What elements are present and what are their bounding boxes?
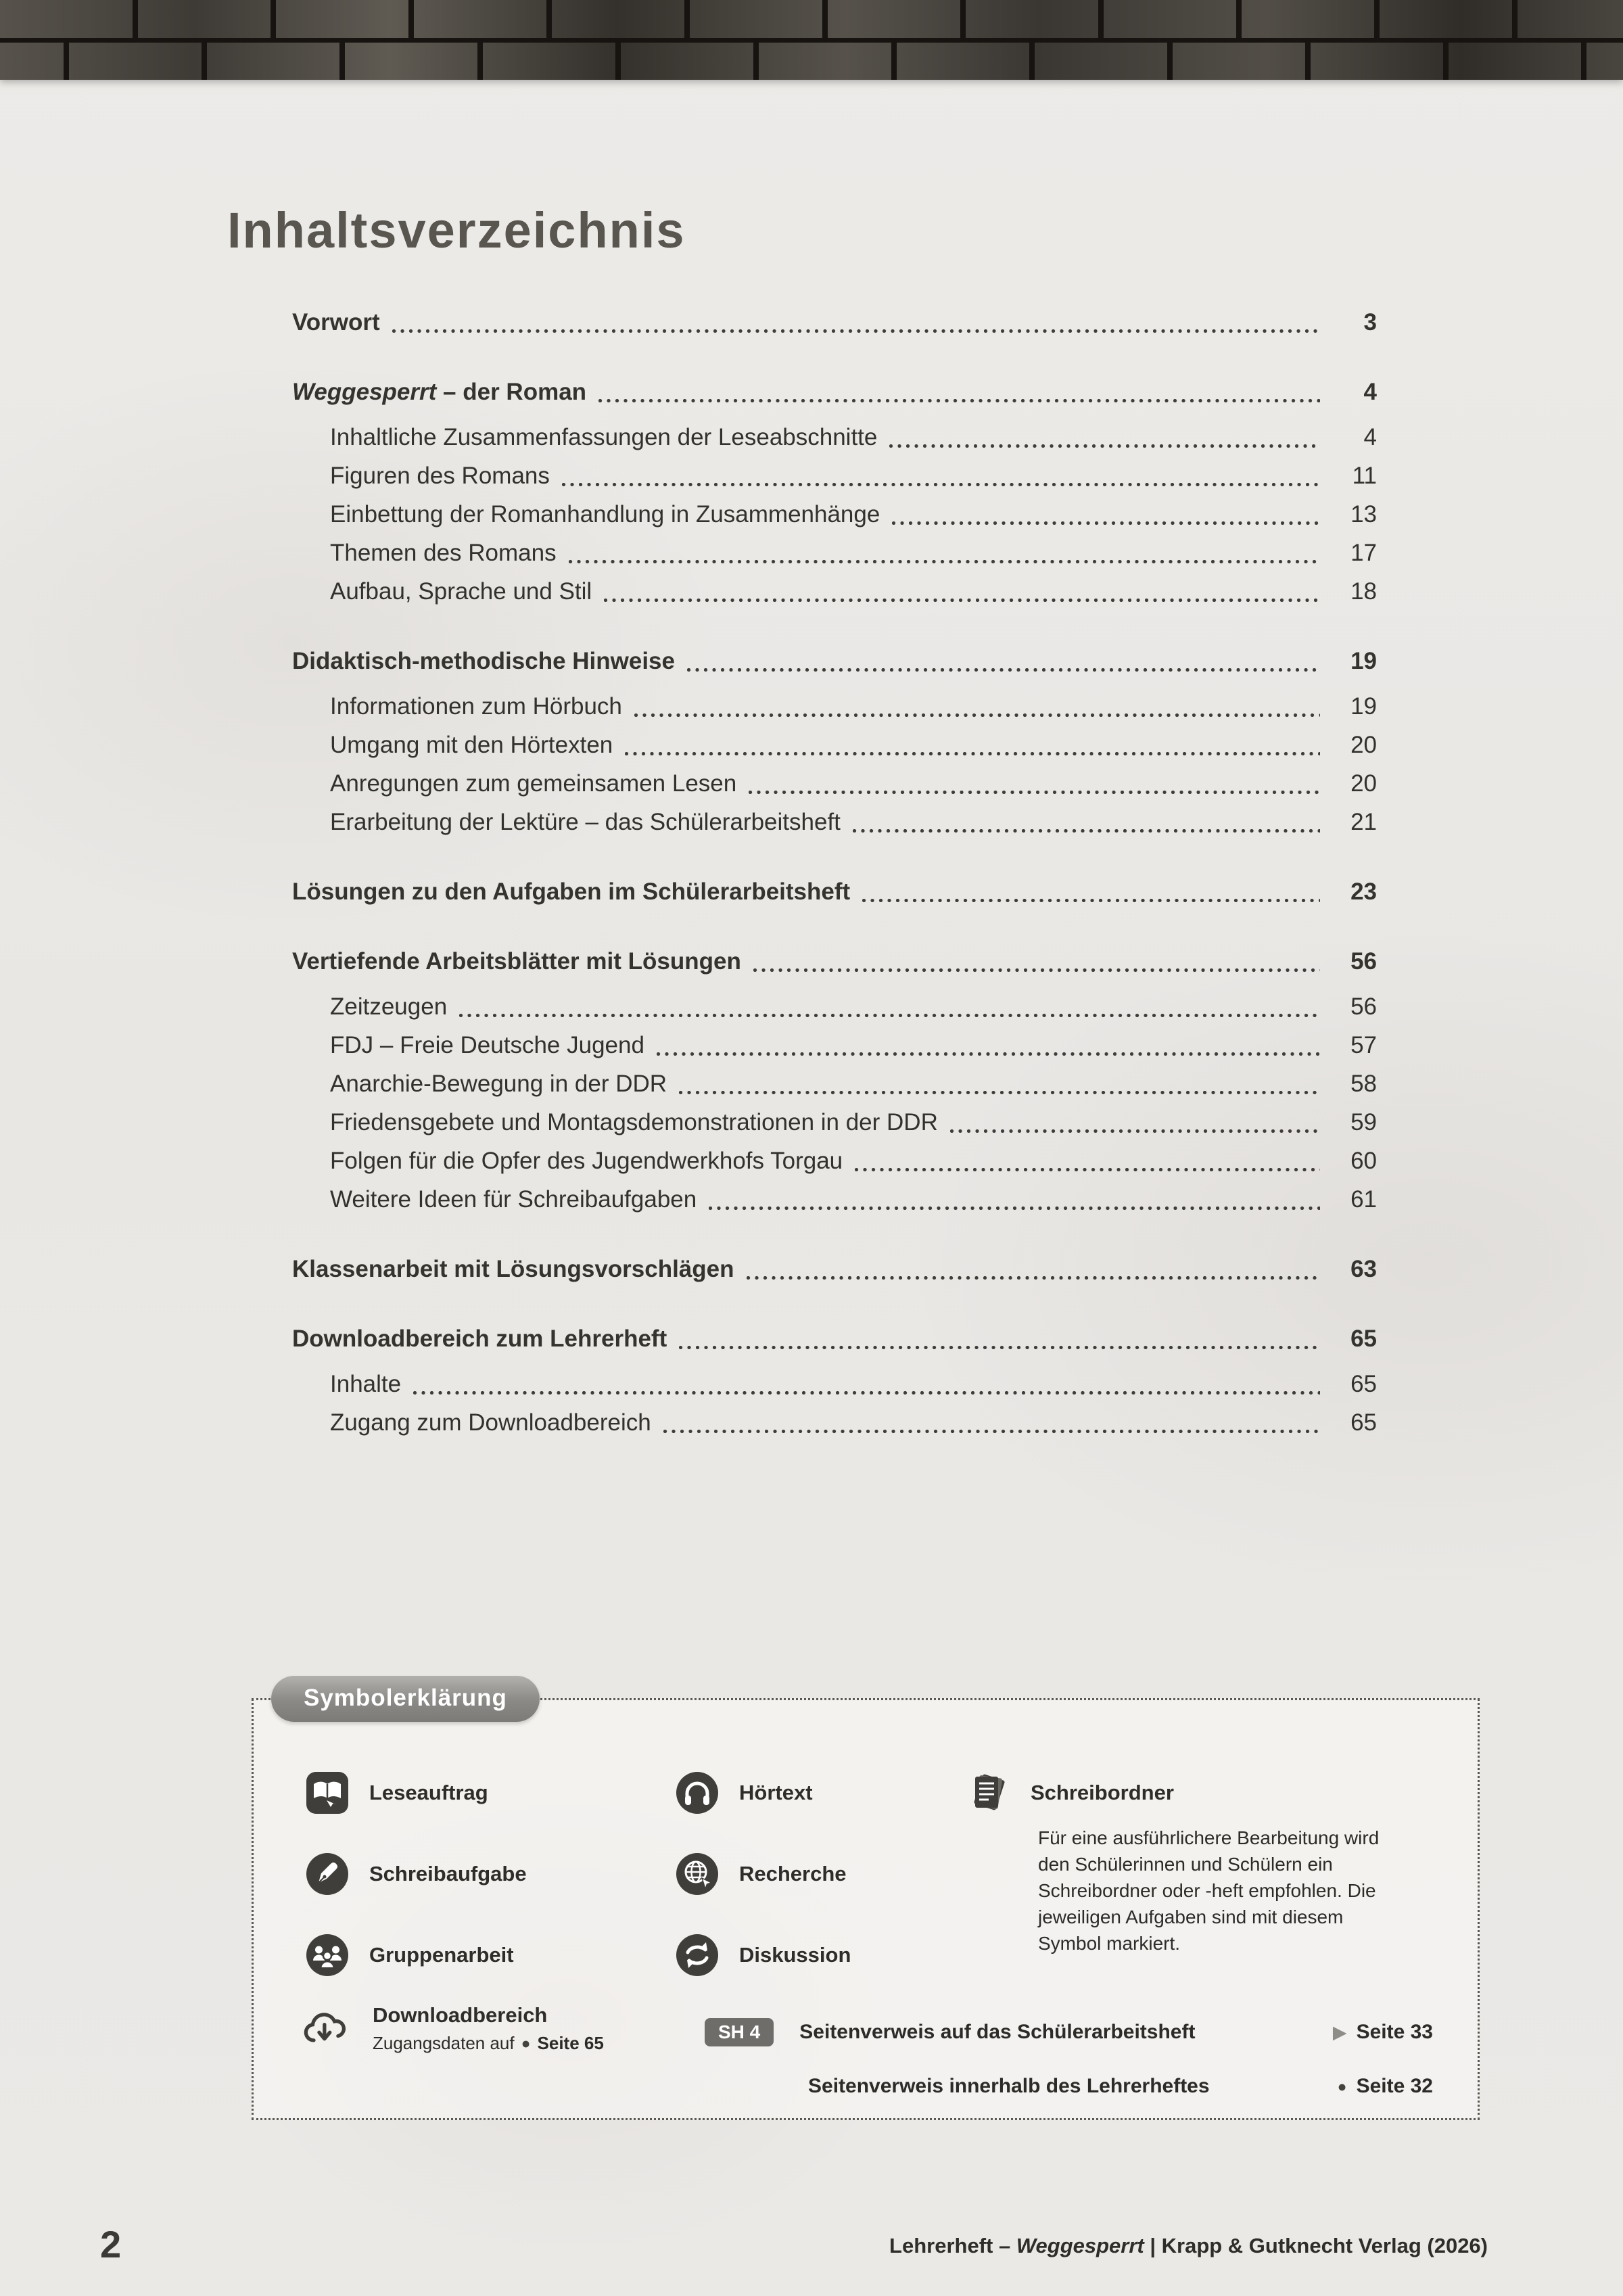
toc-entry-page: 20 xyxy=(1350,770,1377,797)
schreibordner-description: Für eine ausführlichere Bearbeitung wird den Schülerinnen und Schülern ein Schreibordner oder -heft empfohlen. Die jeweiligen Aufgaben sind mit diesem Symbol markiert. xyxy=(1038,1827,1380,1954)
toc-entry-page: 23 xyxy=(1350,878,1377,905)
dot-leader xyxy=(942,1103,1324,1142)
toc-entry xyxy=(292,1064,1377,1103)
toc-entry-label: Inhalte xyxy=(330,1371,402,1397)
footer-text-post: | Krapp & Gutknecht Verlag (2026) xyxy=(1144,2234,1488,2257)
toc-entry-page: 65 xyxy=(1350,1409,1377,1436)
toc-entry xyxy=(292,1319,1377,1358)
toc-entry xyxy=(292,373,1377,411)
page-title: Inhaltsverzeichnis xyxy=(227,202,686,258)
toc-entry xyxy=(292,726,1377,764)
legend-item-schreibordner xyxy=(967,1771,1174,1814)
toc-entry-label: Zugang zum Downloadbereich xyxy=(330,1409,651,1436)
toc-entry-page: 17 xyxy=(1350,540,1377,566)
toc-entry xyxy=(292,642,1377,680)
recherche-icon xyxy=(676,1852,719,1896)
toc-entry xyxy=(292,418,1377,456)
table-of-contents xyxy=(292,303,1377,1442)
toc-entry-page: 56 xyxy=(1350,948,1377,975)
gruppenarbeit-icon xyxy=(306,1934,349,1977)
toc-entry-label: Zeitzeugen xyxy=(330,993,448,1020)
toc-entry-page: 4 xyxy=(1363,379,1377,405)
toc-entry-page: 21 xyxy=(1350,809,1377,835)
ref-label: Seitenverweis auf das Schülerarbeitsheft xyxy=(799,2021,1196,2043)
legend-title-badge: Symbolerklärung xyxy=(271,1676,540,1722)
toc-entry xyxy=(292,495,1377,534)
dot-leader xyxy=(884,495,1324,534)
toc-entry-label: Folgen für die Opfer des Jugendwerkhofs Torgau xyxy=(330,1148,843,1174)
toc-entry-label: Inhaltliche Zusammenfassungen der Leseabschnitte xyxy=(330,424,878,450)
toc-entry xyxy=(292,942,1377,981)
legend-label: Leseauftrag xyxy=(369,1781,488,1804)
toc-entry-label: Lösungen zu den Aufgaben im Schülerarbeitsheft xyxy=(292,878,851,905)
legend-item-hoertext xyxy=(676,1771,813,1814)
toc-entry-label: Vorwort xyxy=(292,309,380,335)
toc-entry-page: 58 xyxy=(1350,1071,1377,1097)
legend-item-schreibaufgabe xyxy=(306,1852,527,1896)
toc-entry-page: 19 xyxy=(1350,648,1377,674)
toc-entry-label: Anarchie-Bewegung in der DDR xyxy=(330,1071,667,1097)
toc-entry xyxy=(292,764,1377,803)
toc-entry-label: Weitere Ideen für Schreibaufgaben xyxy=(330,1186,697,1213)
dot-leader xyxy=(590,373,1324,411)
legend-item-diskussion xyxy=(676,1934,851,1977)
dot-leader xyxy=(854,872,1324,911)
toc-entry-label: Umgang mit den Hörtexten xyxy=(330,732,613,758)
toc-entry-label: Vertiefende Arbeitsblätter mit Lösungen xyxy=(292,948,741,975)
toc-entry-page: 59 xyxy=(1350,1109,1377,1135)
legend-item-leseauftrag xyxy=(306,1771,488,1814)
toc-entry-page: 20 xyxy=(1350,732,1377,758)
footer-text-title: Weggesperrt xyxy=(1016,2234,1144,2257)
toc-entry xyxy=(292,1103,1377,1142)
download-note-text: Zugangsdaten auf xyxy=(373,2033,515,2053)
toc-entry xyxy=(292,1250,1377,1288)
arrow-right-icon: ▶ xyxy=(1332,2021,1347,2042)
bullet-icon: ● xyxy=(521,2034,531,2052)
toc-entry xyxy=(292,803,1377,841)
ref-page xyxy=(1333,2021,1433,2044)
toc-entry-page: 13 xyxy=(1350,501,1377,528)
hoertext-icon xyxy=(676,1771,719,1814)
toc-entry xyxy=(292,534,1377,572)
toc-entry-label: Klassenarbeit mit Lösungsvorschlägen xyxy=(292,1256,734,1282)
download-note xyxy=(373,2033,604,2054)
toc-entry-label: Friedensgebete und Montagsdemonstrationen in der DDR xyxy=(330,1109,938,1135)
dot-leader xyxy=(655,1403,1324,1442)
brick-banner-image xyxy=(0,0,1623,80)
dot-leader xyxy=(671,1064,1324,1103)
dot-leader xyxy=(745,942,1324,981)
legend-item-recherche xyxy=(676,1852,847,1896)
toc-entry-page: 3 xyxy=(1363,309,1377,335)
toc-entry-page: 56 xyxy=(1350,993,1377,1020)
download-note-page: Seite 65 xyxy=(537,2033,604,2053)
dot-leader xyxy=(738,1250,1324,1288)
toc-entry-label: Figuren des Romans xyxy=(330,463,550,489)
dot-leader xyxy=(881,418,1324,456)
toc-entry-label: Informationen zum Hörbuch xyxy=(330,693,622,720)
ref-page-number: Seite 32 xyxy=(1356,2075,1433,2097)
leseauftrag-icon xyxy=(306,1771,349,1814)
toc-entry-label: FDJ – Freie Deutsche Jugend xyxy=(330,1032,644,1058)
dot-leader xyxy=(405,1365,1324,1403)
toc-entry xyxy=(292,687,1377,726)
dot-leader xyxy=(740,764,1324,803)
dot-leader xyxy=(554,456,1324,495)
dot-leader xyxy=(384,303,1324,342)
toc-entry xyxy=(292,872,1377,911)
ref-page xyxy=(1338,2075,1433,2098)
toc-entry-page: 65 xyxy=(1350,1371,1377,1397)
ref-label: Seitenverweis innerhalb des Lehrerheftes xyxy=(808,2075,1210,2097)
dot-leader xyxy=(671,1319,1324,1358)
toc-entry-label: Downloadbereich zum Lehrerheft xyxy=(292,1326,667,1352)
download-text-block xyxy=(373,2003,604,2054)
toc-entry-page: 4 xyxy=(1363,424,1377,450)
legend-label: Schreibaufgabe xyxy=(369,1862,527,1885)
toc-entry xyxy=(292,572,1377,611)
legend-label: Schreibordner xyxy=(1031,1781,1174,1804)
toc-entry-page: 65 xyxy=(1350,1326,1377,1352)
toc-entry xyxy=(292,1142,1377,1180)
dot-leader xyxy=(626,687,1324,726)
dot-leader xyxy=(847,1142,1324,1180)
legend-item-gruppenarbeit xyxy=(306,1934,514,1977)
toc-entry-page: 63 xyxy=(1350,1256,1377,1282)
toc-entry-label: Weggesperrt – der Roman xyxy=(292,379,587,405)
dot-leader xyxy=(596,572,1324,611)
toc-entry-page: 11 xyxy=(1352,463,1377,489)
ref-line-lehrerheft xyxy=(808,2069,1433,2103)
dot-leader xyxy=(649,1026,1324,1064)
legend-label: Downloadbereich xyxy=(373,2003,548,2027)
toc-entry-page: 60 xyxy=(1350,1148,1377,1174)
toc-entry-page: 19 xyxy=(1350,693,1377,720)
dot-leader xyxy=(679,642,1324,680)
legend-label: Gruppenarbeit xyxy=(369,1943,514,1967)
dot-leader xyxy=(701,1180,1324,1219)
legend-label: Hörtext xyxy=(739,1781,813,1804)
toc-entry xyxy=(292,1403,1377,1442)
dot-leader xyxy=(845,803,1324,841)
toc-entry-label: Einbettung der Romanhandlung in Zusammenhänge xyxy=(330,501,880,528)
toc-entry-page: 61 xyxy=(1350,1186,1377,1213)
downloadbereich-icon xyxy=(301,2009,352,2049)
toc-entry-page: 18 xyxy=(1350,578,1377,605)
bullet-icon: ● xyxy=(1337,2077,1347,2095)
toc-entry xyxy=(292,1026,1377,1064)
legend-label: Diskussion xyxy=(739,1943,851,1967)
toc-entry-page: 57 xyxy=(1350,1032,1377,1058)
toc-entry xyxy=(292,1180,1377,1219)
toc-entry-label: Didaktisch-methodische Hinweise xyxy=(292,648,675,674)
legend-label: Recherche xyxy=(739,1862,847,1885)
toc-entry-label: Erarbeitung der Lektüre – das Schülerarbeitsheft xyxy=(330,809,841,835)
sh-page-badge: SH 4 xyxy=(705,2018,774,2046)
toc-entry xyxy=(292,303,1377,342)
schreibaufgabe-icon xyxy=(306,1852,349,1896)
ref-page-number: Seite 33 xyxy=(1356,2021,1433,2043)
toc-entry-label: Anregungen zum gemeinsamen Lesen xyxy=(330,770,737,797)
toc-entry xyxy=(292,1365,1377,1403)
diskussion-icon xyxy=(676,1934,719,1977)
dot-leader xyxy=(451,987,1324,1026)
legend-item-downloadbereich xyxy=(301,2003,604,2054)
toc-entry xyxy=(292,456,1377,495)
dot-leader xyxy=(561,534,1324,572)
footer-text-pre: Lehrerheft – xyxy=(889,2234,1016,2257)
symbol-legend-box xyxy=(252,1685,1480,2120)
toc-entry xyxy=(292,987,1377,1026)
footer-text xyxy=(889,2234,1488,2258)
toc-entry-label: Aufbau, Sprache und Stil xyxy=(330,578,592,605)
dot-leader xyxy=(617,726,1324,764)
schreibordner-icon xyxy=(967,1771,1010,1814)
ref-line-schuelerarbeitsheft xyxy=(705,2015,1433,2049)
footer-page-number: 2 xyxy=(100,2223,122,2266)
toc-entry-label: Themen des Romans xyxy=(330,540,557,566)
